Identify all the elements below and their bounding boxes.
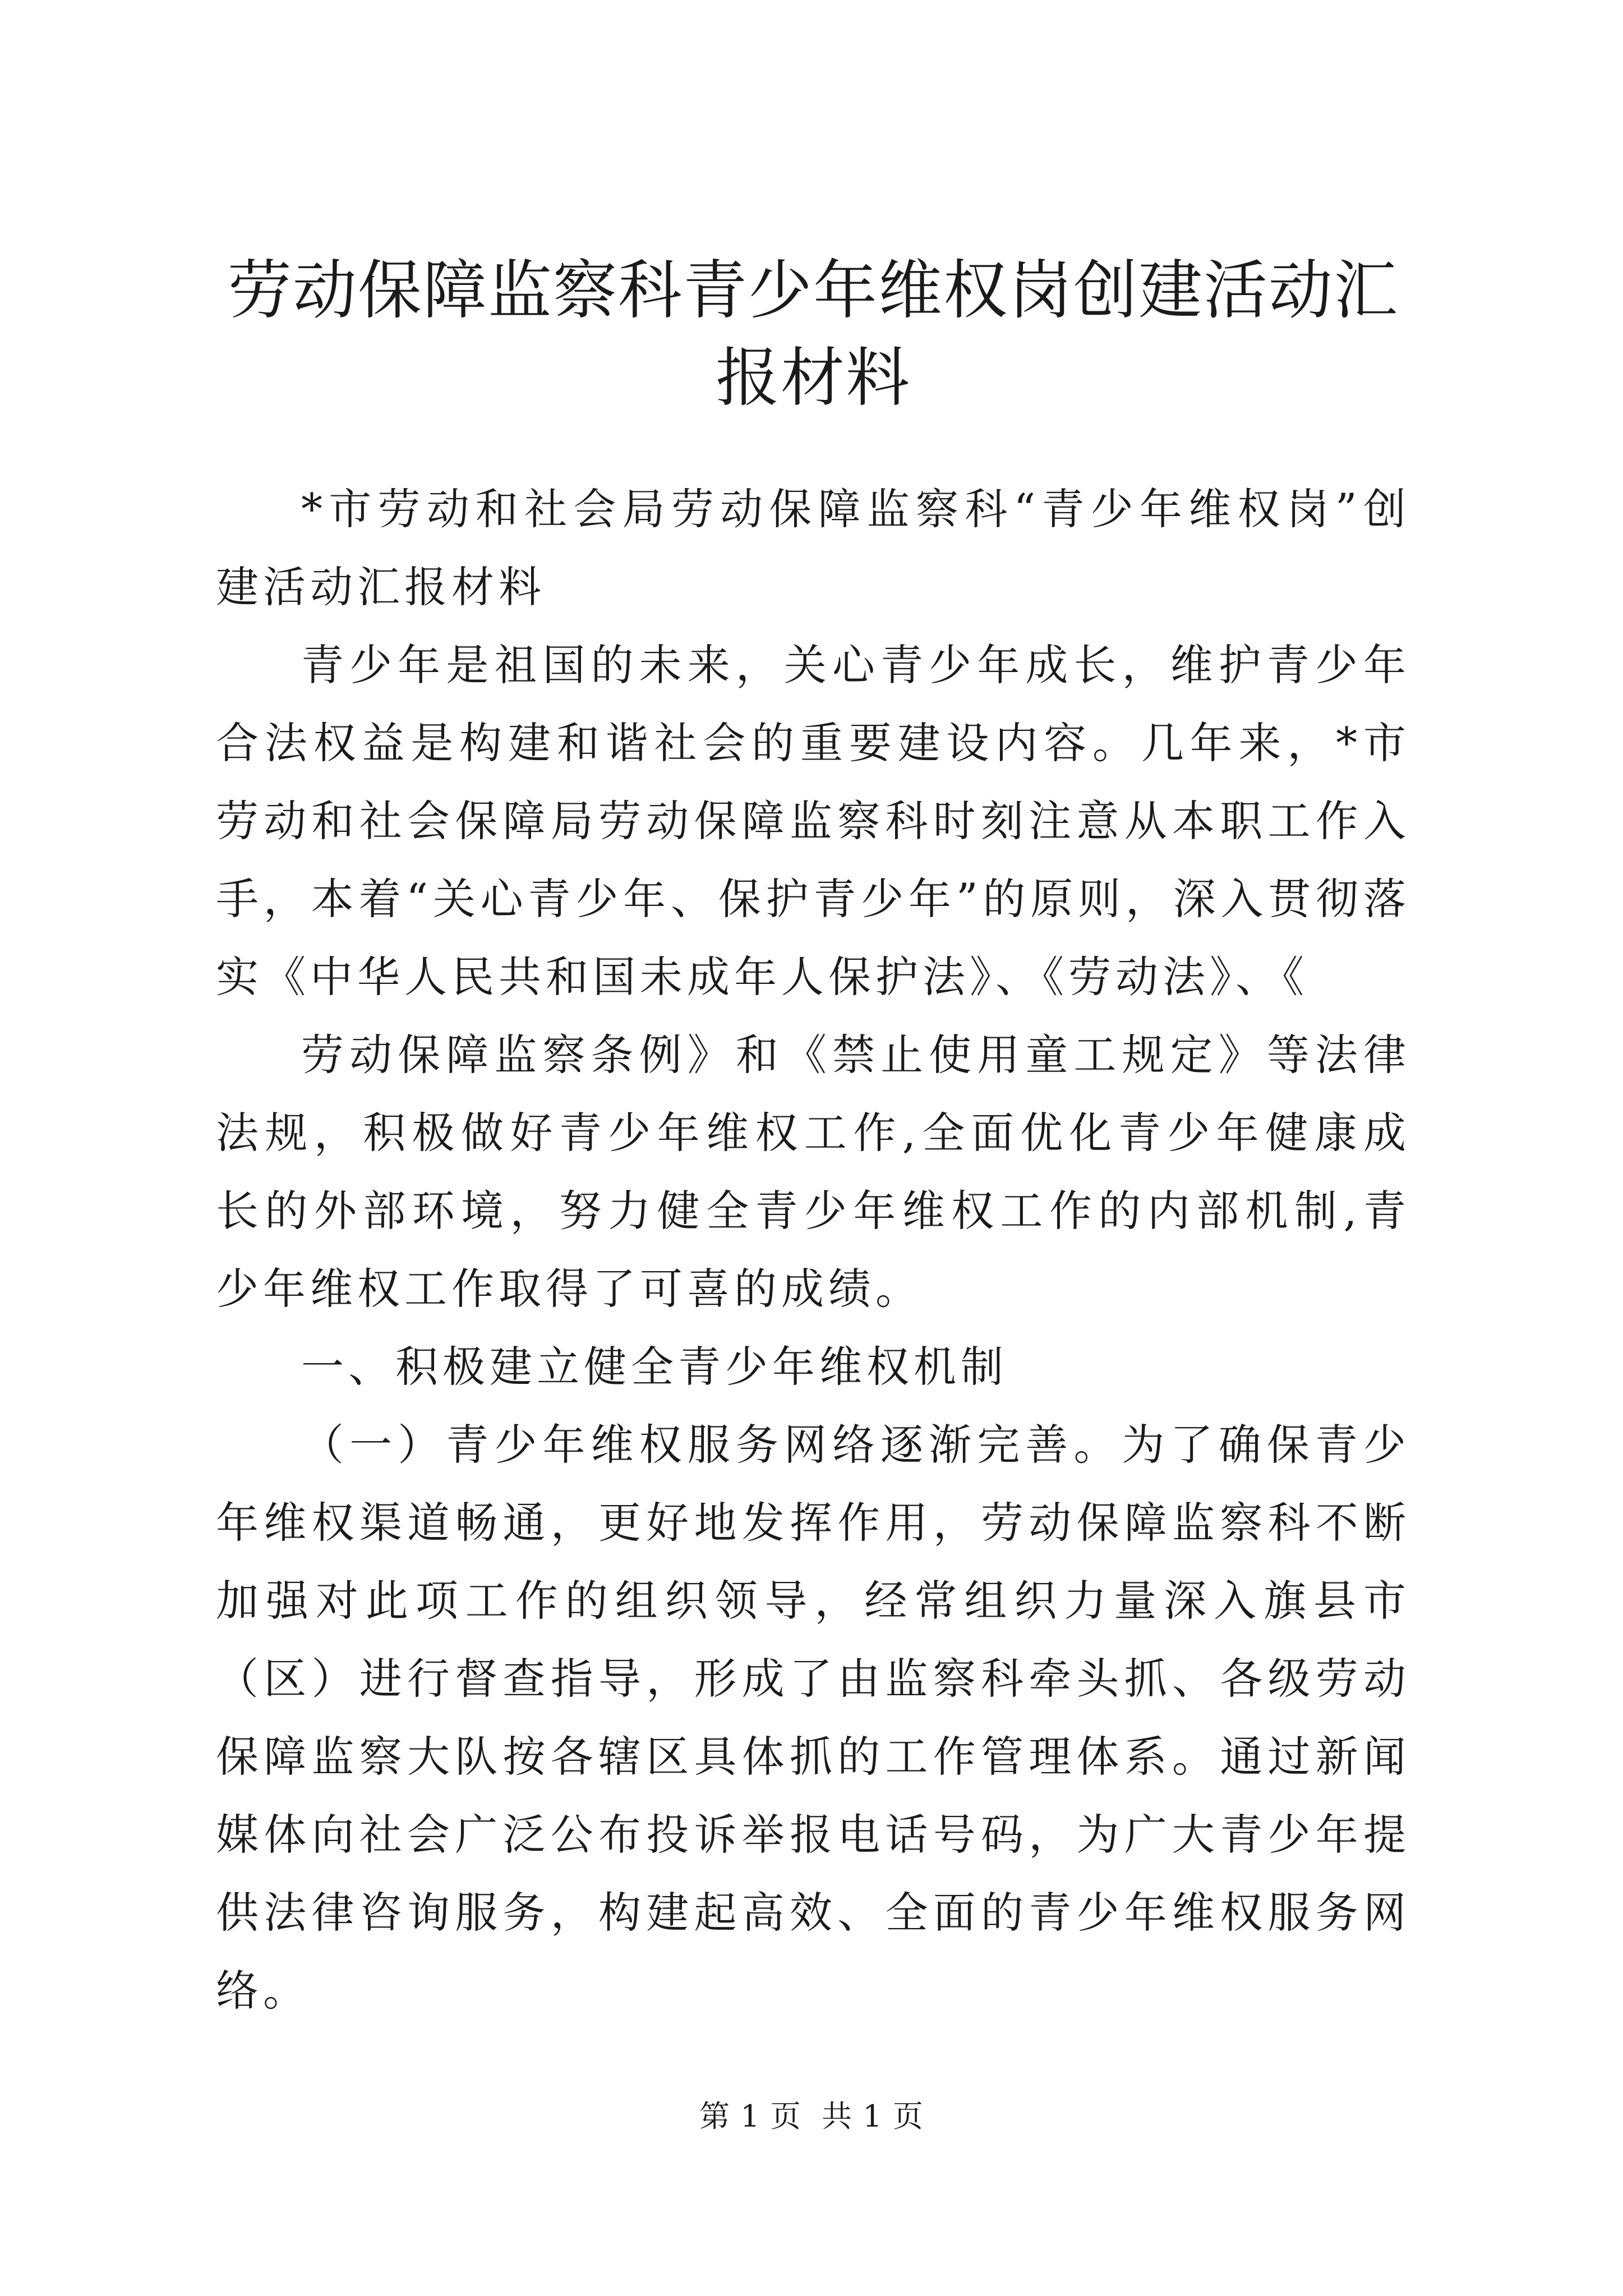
page-number: 第 1 页 共 1 页 (699, 2099, 924, 2134)
document-title: 劳动保障监察科青少年维权岗创建活动汇报材料 (227, 253, 1399, 415)
section-heading: 一、积极建立健全青少年维权机制 (301, 1342, 1008, 1392)
paragraph-section-one: （一）青少年维权服务网络逐渐完善。为了确保青少年维权渠道畅通，更好地发挥作用，劳动保障监察科不断加强对此项工作的组织领导，经常组织力量深入旗县市（区）进行督查指导，形成了由监察科牵头抓、各级劳动保障监察大队按各辖区具体抓的工作管理体系。通过新闻媒体向社会广泛公布投诉举报电话号码，为广大青少年提供法律咨询服务，构建起高效、全面的青少年维权服务网络。 (216, 1420, 1410, 2016)
document-body (216, 470, 1410, 2030)
paragraph-intro-continued: 劳动保障监察条例》和《禁止使用童工规定》等法律法规，积极做好青少年维权工作,全面优化青少年健康成长的外部环境，努力健全青少年维权工作的内部机制,青少年维权工作取得了可喜的成绩。 (216, 1030, 1410, 1314)
paragraph-subtitle: *市劳动和社会局劳动保障监察科“青少年维权岗”创建活动汇报材料 (216, 484, 1410, 612)
page-footer (0, 2097, 1623, 2136)
paragraph-intro: 青少年是祖国的未来，关心青少年成长，维护青少年合法权益是构建和谐社会的重要建设内容。几年来，*市劳动和社会保障局劳动保障监察科时刻注意从本职工作入手，本着“关心青少年、保护青少年”的原则，深入贯彻落实《中华人民共和国未成年人保护法》、《劳动法》、《 (216, 640, 1410, 1002)
